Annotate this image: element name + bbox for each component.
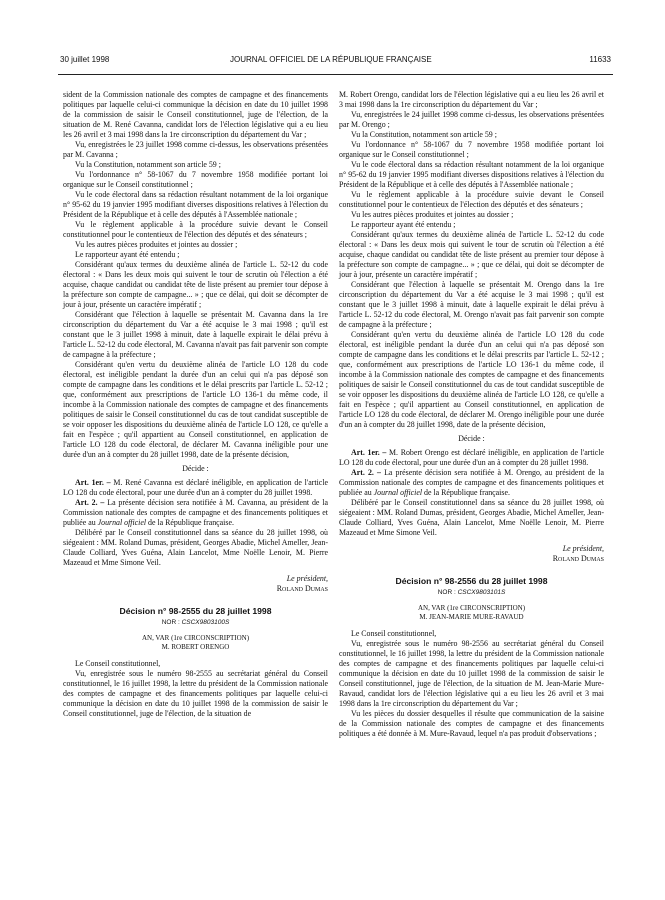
page-number: 11633 bbox=[589, 55, 611, 64]
paragraph: Vu le règlement applicable à la procédure suivie devant le Conseil constitutionnel pour le contentieux de l'élection des députés et des sénateurs ; bbox=[63, 220, 328, 239]
paragraph: Vu l'ordonnance n° 58-1067 du 7 novembre 1958 modifiée portant loi organique sur le Conseil constitutionnel ; bbox=[63, 170, 328, 189]
paragraph: M. Robert Orengo, candidat lors de l'élection législative qui a eu lieu les 26 avril et 3 mai 1998 dans la 1re circonscription du département du Var ; bbox=[339, 90, 604, 109]
decide-heading: Décide : bbox=[182, 464, 209, 473]
article-1: Art. 1er. – M. Robert Orengo est déclaré inéligible, en application de l'article LO 128 du code électoral, pour une durée d'un an à compter du 28 juillet 1998. bbox=[339, 448, 605, 467]
signature-title: Le président, bbox=[286, 574, 328, 583]
article-label: Art. 2. – bbox=[351, 468, 381, 477]
paragraph: Considérant qu'aux termes du deuxième alinéa de l'article L. 52-12 du code électoral : « Dans les deux mois qui suivent le tour de scrutin où l'élection a été acquise, chaque candidat ou candidat tête de liste présent au premier tour dépose à la préfecture son compte de campagne... » ; que ce délai, qui doit se décompter de jour à jour, présente un caractère impératif ; bbox=[63, 260, 328, 309]
header-rule bbox=[58, 74, 613, 75]
paragraph: Vu le code électoral dans sa rédaction résultant notamment de la loi organique n° 95-62 du 19 janvier 1995 modifiant diverses dispositions relatives à l'élection du Président de la République et à celle des députés à l'Assemblée nationale ; bbox=[339, 160, 604, 189]
paragraph: Vu, enregistrée sous le numéro 98-2556 au secrétariat général du Conseil constitutionnel, le 16 juillet 1998, la lettre du président de la Commission nationale des comptes de campagne et des financements politiques par laquelle celui-ci communique la décision en date du 10 juillet 1998 de la commission de saisir le Conseil constitutionnel, juge de l'élection, de la situation de M. Jean-Marie Mure-Ravaud, candidat lors de l'élection législative qui a eu lieu les 26 avril et 3 mai 1998 dans la 1re circonscription du département du Var ; bbox=[339, 639, 604, 708]
paragraph: Vu la Constitution, notamment son article 59 ; bbox=[75, 160, 221, 169]
article-label: Art. 1er. – bbox=[75, 478, 111, 487]
deliberation: Délibéré par le Conseil constitutionnel dans sa séance du 28 juillet 1998, où siégeaient : MM. Roland Dumas, président, Georges Abadie, Michel Ameller, Jean-Claude Colliard, Yves Guéna, Alain Lancelot, Mme Noëlle Lenoir, M. Pierre Mazeaud et Mme Simone Veil. bbox=[339, 498, 604, 537]
issue-date: 30 juillet 1998 bbox=[60, 55, 110, 64]
paragraph: Vu les pièces du dossier desquelles il résulte que communication de la saisine de la Commission nationale des comptes de campagne et des financements politiques a été donnée à M. Mure-Ravaud, lequel n'a pas produit d'observations ; bbox=[339, 709, 604, 738]
paragraph: Vu, enregistrées le 23 juillet 1998 comme ci-dessus, les observations présentées par M. Cavanna ; bbox=[63, 140, 328, 159]
journal-ref: Journal officiel bbox=[373, 488, 423, 497]
nor-reference: NOR : CSCX9803100S bbox=[161, 619, 230, 626]
article-1: Art. 1er. – M. René Cavanna est déclaré inéligible, en application de l'article LO 128 du code électoral, pour une durée d'un an à compter du 28 juillet 1998. bbox=[63, 478, 329, 497]
paragraph: Le Conseil constitutionnel, bbox=[351, 629, 437, 638]
paragraph: Le rapporteur ayant été entendu ; bbox=[75, 250, 180, 259]
right-column bbox=[339, 90, 604, 739]
article-label: Art. 2. – bbox=[75, 498, 105, 507]
article-2: Art. 2. – La présente décision sera notifiée à M. Orengo, au président de la Commission nationale des comptes de campagne et des financements politiques et publiée au Journal officiel de la République française. bbox=[339, 468, 604, 497]
journal-ref: Journal officiel bbox=[97, 518, 147, 527]
decision-title: Décision n° 98-2556 du 28 juillet 1998 bbox=[395, 576, 548, 586]
paragraph: Considérant que l'élection à laquelle se présentait M. Orengo dans la 1re circonscription du département du Var a été acquise le 3 mai 1998 ; qu'il est constant que le 3 juillet 1998 à minuit, date à laquelle expirait le délai prévu à l'article L. 52-12 du code électoral, M. Orengo n'avait pas fait parvenir son compte de campagne à la préfecture ; bbox=[339, 280, 604, 329]
paragraph: Vu le règlement applicable à la procédure suivie devant le Conseil constitutionnel pour le contentieux de l'élection des députés et des sénateurs ; bbox=[339, 190, 604, 209]
circonscription: AN, VAR (1re CIRCONSCRIPTION) M. JEAN-MARIE MURE-RAVAUD bbox=[417, 604, 526, 621]
journal-title: JOURNAL OFFICIEL DE LA RÉPUBLIQUE FRANÇAISE bbox=[230, 55, 432, 64]
paragraph: Le rapporteur ayant été entendu ; bbox=[351, 220, 456, 229]
signature-name: Roland Dumas bbox=[276, 584, 328, 593]
circonscription: AN, VAR (1re CIRCONSCRIPTION) M. ROBERT ORENGO bbox=[141, 634, 250, 651]
decision-title: Décision n° 98-2555 du 28 juillet 1998 bbox=[119, 606, 272, 616]
paragraph: Vu, enregistrées le 24 juillet 1998 comme ci-dessus, les observations présentées par M. Orengo ; bbox=[339, 110, 604, 129]
signature-name: Roland Dumas bbox=[552, 554, 604, 563]
paragraph: Le Conseil constitutionnel, bbox=[75, 659, 161, 668]
paragraph: Vu le code électoral dans sa rédaction résultant notamment de la loi organique n° 95-62 du 19 janvier 1995 modifiant diverses dispositions relatives à l'élection du Président de la République et à celle des députés à l'Assemblée nationale ; bbox=[63, 190, 328, 219]
paragraph: Considérant que l'élection à laquelle se présentait M. Cavanna dans la 1re circonscription du département du Var a été acquise le 3 mai 1998 ; qu'il est constant que le 3 juillet 1998 à minuit, date à laquelle expirait le délai prévu à l'article L. 52-12 du code électoral, M. Cavanna n'avait pas fait parvenir son compte de campagne à la préfecture ; bbox=[63, 310, 328, 359]
page-header bbox=[0, 55, 665, 67]
paragraph: sident de la Commission nationale des comptes de campagne et des financements politiques par laquelle celui-ci communique la décision en date du 10 juillet 1998 de la commission de saisir le Conseil constitutionnel, juge de l'élection, de la situation de M. René Cavanna, candidat lors de l'élection législative qui a eu lieu les 26 avril et 3 mai 1998 dans la 1re circonscription du département du Var ; bbox=[63, 90, 328, 139]
article-label: Art. 1er. – bbox=[351, 448, 387, 457]
paragraph: Vu les autres pièces produites et jointes au dossier ; bbox=[351, 210, 514, 219]
article-2: Art. 2. – La présente décision sera notifiée à M. Cavanna, au président de la Commission nationale des comptes de campagne et des financements politiques et publiée au Journal officiel de la République française. bbox=[63, 498, 328, 527]
signature-title: Le président, bbox=[562, 544, 604, 553]
paragraph: Considérant qu'en vertu du deuxième alinéa de l'article LO 128 du code électoral, est inéligible pendant la durée d'un an celui qui n'a pas déposé son compte de campagne dans les conditions et le délai prescrits par l'article L. 52-12 ; que, conformément aux prescriptions de l'article LO 136-1 du même code, il incombe à la Commission nationale des comptes de campagne et des financements politiques de saisir le Conseil constitutionnel du cas de tout candidat susceptible de se voir opposer les dispositions du deuxième alinéa de l'article LO 128, ce qu'elle a fait en l'espèce ; qu'il appartient au Conseil constitutionnel, en application de l'article LO 128 du code électoral, de déclarer M. Orengo inéligible pour une durée d'un an à compter du 28 juillet 1998, date de la présente décision, bbox=[339, 330, 604, 429]
nor-reference: NOR : CSCX9803101S bbox=[437, 589, 506, 596]
paragraph: Vu la Constitution, notamment son article 59 ; bbox=[351, 130, 497, 139]
paragraph: Vu l'ordonnance n° 58-1067 du 7 novembre 1958 modifiée portant loi organique sur le Conseil constitutionnel ; bbox=[339, 140, 604, 159]
deliberation: Délibéré par le Conseil constitutionnel dans sa séance du 28 juillet 1998, où siégeaient : MM. Roland Dumas, président, Georges Abadie, Michel Ameller, Jean-Claude Colliard, Yves Guéna, Alain Lancelot, Mme Noëlle Lenoir, M. Pierre Mazeaud et Mme Simone Veil. bbox=[63, 528, 328, 567]
left-column bbox=[63, 90, 328, 719]
paragraph: Vu, enregistrée sous le numéro 98-2555 au secrétariat général du Conseil constitutionnel, le 16 juillet 1998, la lettre du président de la Commission nationale des comptes de campagne et des financements politiques par laquelle celui-ci communique la décision en date du 10 juillet 1998 de la commission de saisir le Conseil constitutionnel, juge de l'élection, de la situation de bbox=[63, 669, 328, 718]
decide-heading: Décide : bbox=[458, 434, 485, 443]
paragraph: Considérant qu'en vertu du deuxième alinéa de l'article LO 128 du code électoral, est inéligible pendant la durée d'un an celui qui n'a pas déposé son compte de campagne dans les conditions et le délai prescrits par l'article L. 52-12 ; que, conformément aux prescriptions de l'article LO 136-1 du même code, il incombe à la Commission nationale des comptes de campagne et des financements politiques de saisir le Conseil constitutionnel du cas de tout candidat susceptible de se voir opposer les dispositions du deuxième alinéa de l'article LO 128, ce qu'elle a fait en l'espèce ; qu'il appartient au Conseil constitutionnel, en application de l'article LO 128 du code électoral, de déclarer M. Cavanna inéligible pour une durée d'un an à compter du 28 juillet 1998, date de la présente décision, bbox=[63, 360, 328, 459]
paragraph: Vu les autres pièces produites et jointes au dossier ; bbox=[75, 240, 238, 249]
paragraph: Considérant qu'aux termes du deuxième alinéa de l'article L. 52-12 du code électoral : « Dans les deux mois qui suivent le tour de scrutin où l'élection a été acquise, chaque candidat ou candidat tête de liste présent au premier tour dépose à la préfecture son compte de campagne... » ; que ce délai, qui doit se décompter de jour à jour, présente un caractère impératif ; bbox=[339, 230, 604, 279]
